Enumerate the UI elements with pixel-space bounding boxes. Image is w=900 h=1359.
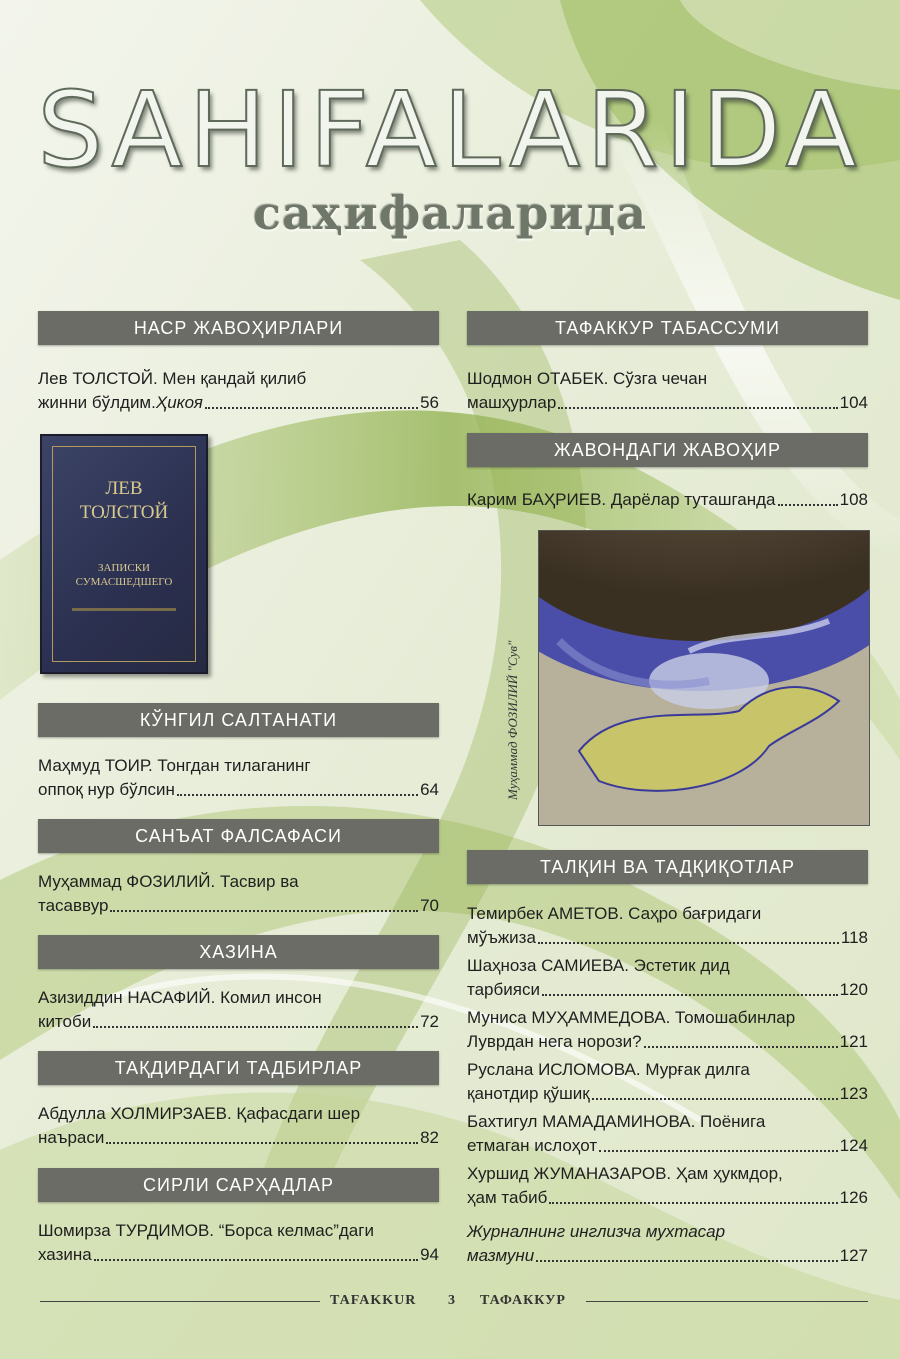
entry-title-cont: қанотдир қўшиқ	[467, 1084, 590, 1103]
section-heading-sirli: СИРЛИ САРҲАДЛАР	[38, 1168, 439, 1202]
toc-entry[interactable]	[38, 870, 439, 918]
page-number: 108	[839, 490, 868, 509]
leader-dots	[778, 504, 838, 506]
page-number: 120	[839, 980, 868, 999]
entry-title-cont: тарбияси	[467, 980, 540, 999]
leader-dots	[549, 1202, 837, 1204]
entry-title-cont: машҳурлар	[467, 393, 557, 412]
leader-dots	[558, 407, 837, 409]
section-heading-tafakkur: ТАФАККУР ТАБАССУМИ	[467, 311, 868, 345]
toc-entry[interactable]	[467, 1220, 868, 1268]
page-footer	[40, 1291, 868, 1311]
leader-dots	[177, 794, 418, 796]
page-number: 124	[839, 1136, 868, 1155]
section-heading-talqin: ТАЛҚИН ВА ТАДҚИҚОТЛАР	[467, 850, 868, 884]
painting-art	[539, 531, 869, 825]
book-title-line1: ЗАПИСКИ	[98, 562, 150, 574]
page-number: 70	[420, 896, 439, 915]
toc-entry[interactable]	[467, 1006, 868, 1054]
painting-image	[538, 530, 870, 826]
section-heading-taqdir: ТАҚДИРДАГИ ТАДБИРЛАР	[38, 1051, 439, 1085]
section-heading-javon: ЖАВОНДАГИ ЖАВОҲИР	[467, 433, 868, 467]
title-cyrillic: саҳифаларида	[252, 186, 648, 240]
entry-title: Руслана ИСЛОМОВА. Мурғак дилга	[467, 1060, 750, 1079]
book-title-line2: СУМАСШЕДШЕГО	[75, 576, 173, 588]
entry-title: Бахтигул МАМАДАМИНОВА. Поёнига	[467, 1112, 766, 1131]
entry-title: Маҳмуд ТОИР. Тонгдан тилаганинг	[38, 756, 311, 775]
toc-entry[interactable]	[467, 1110, 868, 1158]
section-heading-nasr: НАСР ЖАВОҲИРЛАРИ	[38, 311, 439, 345]
entry-title-cont: жинни бўлдим.	[38, 393, 156, 412]
toc-entry[interactable]	[467, 367, 868, 415]
entry-title-cont: наъраси	[38, 1128, 105, 1147]
entry-genre: Ҳикоя	[155, 393, 203, 412]
page-number: 123	[839, 1084, 868, 1103]
entry-title-cont: тасаввур	[38, 896, 109, 915]
leader-dots	[542, 994, 838, 996]
page-number: 126	[839, 1188, 868, 1207]
toc-entry[interactable]	[467, 1058, 868, 1106]
entry-title: Темирбек АМЕТОВ. Саҳро бағридаги	[467, 904, 762, 923]
entry-title: Шомирза ТУРДИМОВ. “Борса келмас”даги	[38, 1221, 374, 1240]
page-number: 104	[839, 393, 868, 412]
entry-title: Азизиддин НАСАФИЙ. Комил инсон	[38, 988, 322, 1007]
leader-dots	[110, 910, 418, 912]
footer-rule-right	[586, 1301, 868, 1302]
leader-dots	[106, 1142, 418, 1144]
leader-dots	[93, 1026, 418, 1028]
toc-entry[interactable]	[38, 1219, 439, 1267]
leader-dots	[536, 1260, 837, 1262]
entry-title-cont: Луврдан нега норози?	[467, 1032, 642, 1051]
entry-title: Шаҳноза САМИЕВА. Эстетик дид	[467, 956, 730, 975]
leader-dots	[592, 1098, 838, 1100]
footer-cyrillic: ТАФАККУР	[480, 1293, 566, 1308]
leader-dots	[94, 1259, 418, 1261]
page-number: 82	[420, 1128, 439, 1147]
leader-dots	[538, 942, 839, 944]
page-number: 72	[420, 1012, 439, 1031]
entry-title-cont: хазина	[38, 1245, 92, 1264]
page-number: 94	[420, 1245, 439, 1264]
entry-title-cont: мазмуни	[467, 1246, 535, 1265]
toc-entry[interactable]	[467, 902, 868, 950]
section-heading-hazina: ХАЗИНА	[38, 935, 439, 969]
toc-entry[interactable]	[467, 1162, 868, 1210]
page-number: 118	[840, 928, 868, 947]
leader-dots	[599, 1150, 837, 1152]
footer-rule-left	[40, 1301, 320, 1302]
entry-title: Хуршид ЖУМАНАЗАРОВ. Ҳам ҳукмдор,	[467, 1164, 783, 1183]
book-author-last: ТОЛСТОЙ	[79, 502, 169, 523]
entry-title-cont: етмаган ислоҳот	[467, 1136, 598, 1155]
painting-caption: Муҳаммад ФОЗИЛИЙ "Сув"	[505, 640, 520, 800]
section-heading-sanat: САНЪАТ ФАЛСАФАСИ	[38, 819, 439, 853]
entry-title: Муниса МУҲАММЕДОВА. Томошабинлар	[467, 1008, 796, 1027]
leader-dots	[644, 1046, 838, 1048]
entry-title-cont: оппоқ нур бўлсин	[38, 780, 175, 799]
book-cover-image	[40, 434, 208, 674]
title-latin: SAHIFALARIDA	[37, 69, 863, 191]
entry-title: Шодмон ОТАБЕК. Сўзга чечан	[467, 369, 708, 388]
entry-title: Абдулла ХОЛМИРЗАЕВ. Қафасдаги шер	[38, 1104, 361, 1123]
book-author-first: ЛЕВ	[105, 478, 143, 499]
page-number: 127	[839, 1246, 868, 1265]
leader-dots	[205, 407, 418, 409]
entry-title: Карим БАҲРИЕВ. Дарёлар туташганда	[467, 490, 776, 509]
entry-title-cont: ҳам табиб	[467, 1188, 548, 1207]
section-heading-kungil: КЎНГИЛ САЛТАНАТИ	[38, 703, 439, 737]
entry-title-cont: китоби	[38, 1012, 92, 1031]
entry-title-cont: мўъжиза	[467, 928, 536, 947]
footer-latin: ТАFAKKUR	[330, 1293, 417, 1308]
page-number: 121	[839, 1032, 868, 1051]
toc-entry[interactable]	[38, 754, 439, 802]
entry-title: Лев ТОЛСТОЙ. Мен қандай қилиб	[38, 369, 307, 388]
entry-title: Журналнинг инглизча мухтасар	[467, 1222, 726, 1241]
toc-entry[interactable]	[38, 986, 439, 1034]
page-number: 64	[420, 780, 439, 799]
book-ornament	[72, 608, 176, 611]
toc-entry[interactable]	[38, 367, 439, 415]
toc-entry[interactable]	[467, 488, 868, 512]
toc-entry[interactable]	[38, 1102, 439, 1150]
entry-title: Муҳаммад ФОЗИЛИЙ. Тасвир ва	[38, 872, 299, 891]
footer-page-number: 3	[448, 1293, 456, 1308]
toc-entry[interactable]	[467, 954, 868, 1002]
page-number: 56	[420, 393, 439, 412]
